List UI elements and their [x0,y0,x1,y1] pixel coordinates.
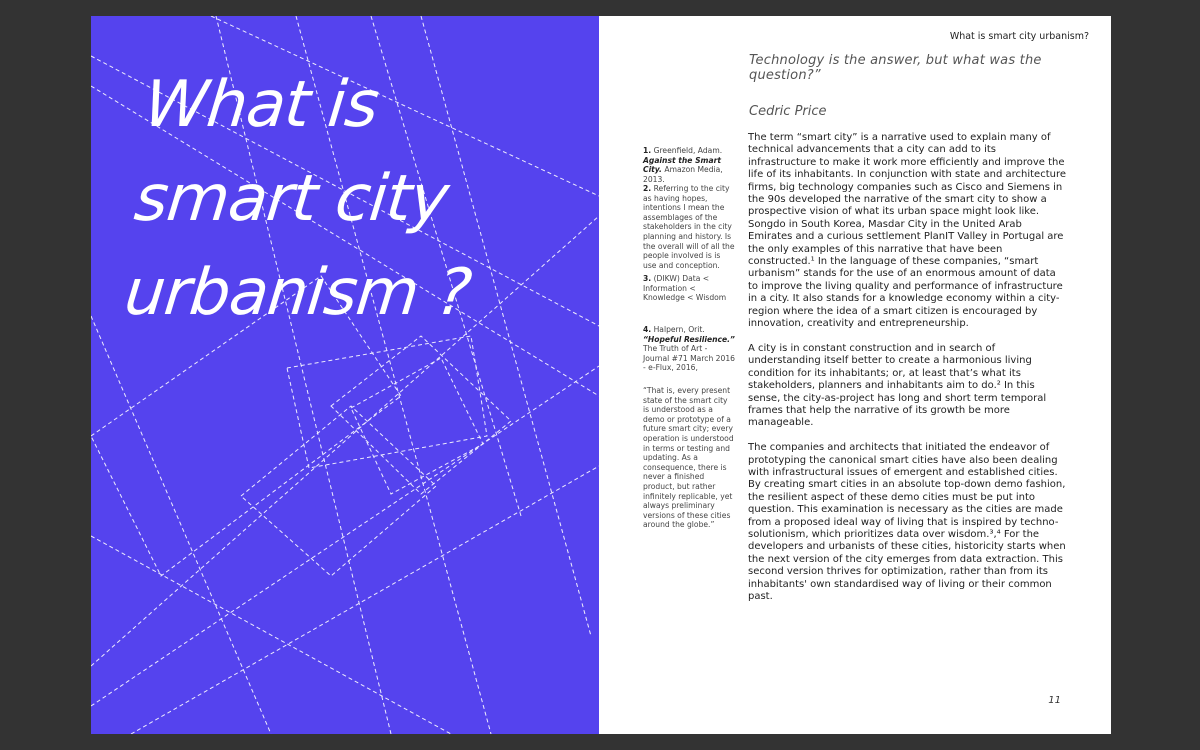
left-page [91,16,599,734]
epigraph-author: Cedric Price [749,104,827,119]
title-line-2: smart city [131,162,452,236]
footnote-text: “That is, every present state of the smart city is understood as a demo or prototype of a future smart city; every operation is understood in terms or testing and updating. As a consequence, there is never a finished product, but rather infinitely replicable, yet always preliminary versions of these cities around the globe.” [643,386,734,530]
body-text [748,132,1066,616]
right-page [599,16,1111,734]
title-line-1: What is [140,68,382,142]
epigraph-quote: Technology is the answer, but what was the question?” [749,53,1042,83]
footnote-4-quote [643,386,735,530]
footnote-text: (DIKW) Data < Information < Knowledge < Wisdom [643,274,727,303]
footnote-text: Referring to the city as having hopes, intentions I mean the assemblages of the stakeholders in the city planning and history. Is the overall will of all the people involved is is use and conception. [643,184,735,270]
footnote-text: Halpern, Orit. [653,325,705,334]
body-paragraph-3: The companies and architects that initiated the endeavor of prototyping the canonical smart cities have also been dealing with infrastructural issues of emergent and established cities. By creating smart cities in an absolute top-down demo fashion, the resilient aspect of these demo cities must be put into question. This examination is necessary as the cities are made from a proposed ideal way of living that is inspired by techno-solutionism, which prioritizes data over wisdom.³,⁴ For the developers and urbanists of these cities, historicity starts when the next version of the city emerges from data extraction. This second version thrives for optimization, rather than from its inhabitants' own standardised way of living or their common past. [748,442,1066,602]
footnote-label: 2. [643,184,652,193]
footnote-label: 4. [643,325,652,334]
body-paragraph-2: A city is in constant construction and in search of understanding itself better to create a harmonious living condition for its inhabitants; or, at least that’s what its stakeholders, planners and inhabitants aim to do.² In this sense, the city-as-project has long and short term temporal frames that help the narrative of its growth be more manageable. [748,342,1047,429]
footnote-4 [643,325,735,373]
footnote-text: Greenfield, Adam. [653,146,723,155]
footnote-rest: Amazon Media, 2013. [643,165,723,184]
footnote-3 [643,274,735,303]
footnote-rest: The Truth of Art - Journal #71 March 2016 - e-Flux, 2016, [643,344,736,373]
page-title [120,58,495,340]
title-line-3: urbanism ? [121,256,475,330]
body-paragraph-1: The term “smart city” is a narrative used to explain many of technical advancements that a city can add to its infrastructure to make it work more efficiently and improve the life of its inhabitants. In conjunction with state and architecture firms, big technology companies such as Cisco and Siemens in the 90s developed the narrative of the smart city to show a prospective vision of what its urban space might look like. Songdo in South Korea, Masdar City in the United Arab Emirates and a curious settlement PlanIT Valley in Portugal are the only examples of this narrative that have been constructed.¹ In the language of these companies, “smart urbanism” stands for the use of an enormous amount of data to improve the living quality and performance of infrastructure in a city. It also stands for a knowledge economy within a city-region where the idea of a smart citizen is encouraged by innovation, creativity and entrepreneurship. [748,132,1067,330]
footnote-1 [643,146,735,184]
footnote-2 [643,184,735,270]
book-spread [91,16,1111,734]
footnote-title: Against the Smart City. [643,155,721,175]
footnote-label: 3. [643,274,652,283]
footnote-label: 1. [643,146,652,155]
page-number: 11 [1048,695,1061,706]
footnote-title: “Hopeful Resilience.” [643,334,735,344]
running-head: What is smart city urbanism? [949,31,1089,42]
